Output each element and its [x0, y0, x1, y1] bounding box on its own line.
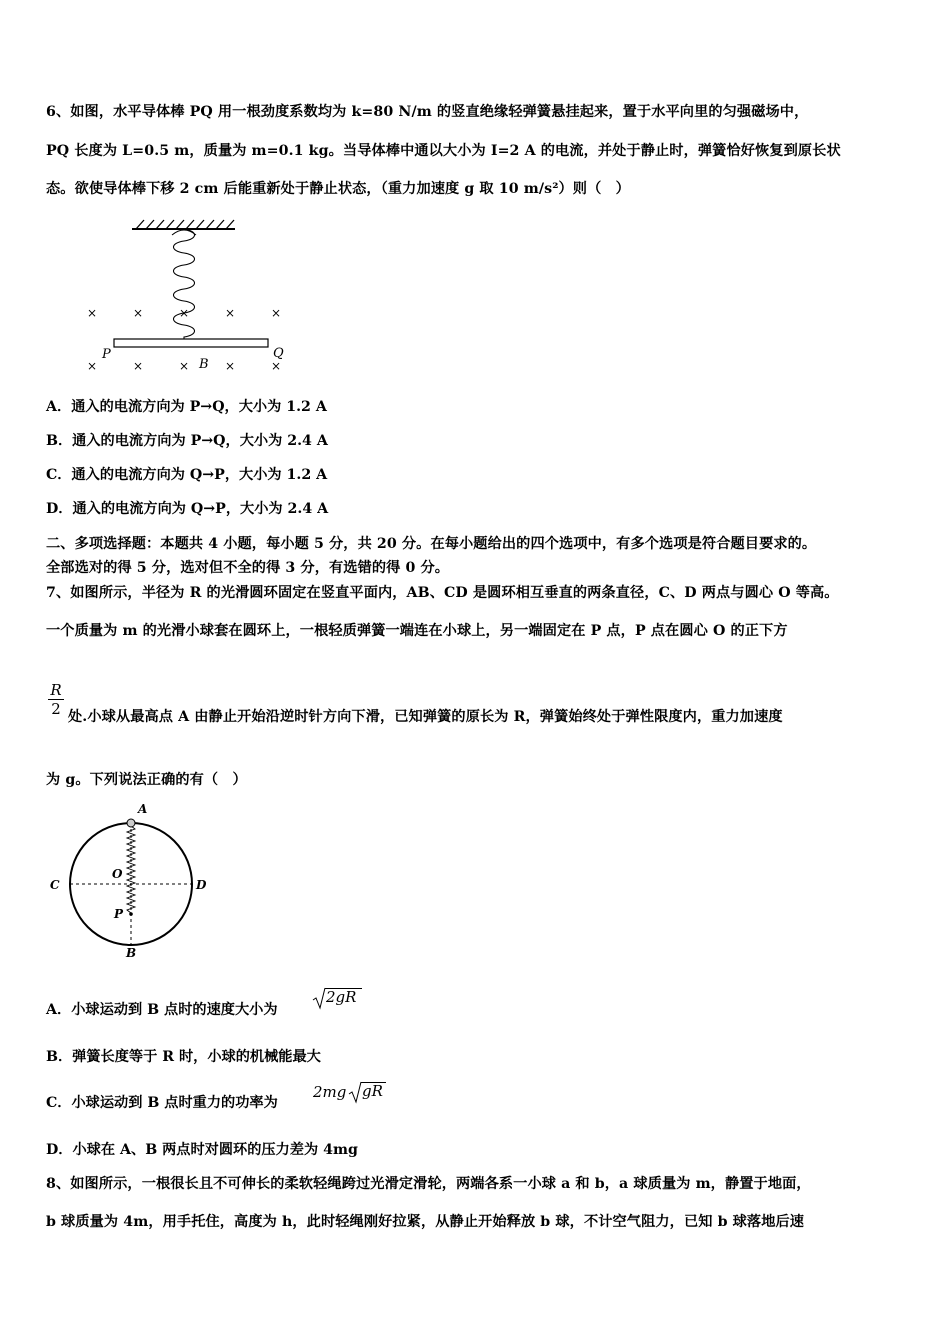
- section2-line-2: 全部选对的得 5 分，选对但不全的得 3 分，有选错的得 0 分。: [46, 560, 450, 576]
- field-cross: ×: [224, 306, 236, 320]
- sqrt-sign: [348, 1080, 362, 1104]
- q6-line-3: 态。欲使导体棒下移 2 cm 后能重新处于静止状态，（重力加速度 g 取 10 m/s²）则（ ）: [46, 181, 630, 197]
- label-A: A: [138, 802, 148, 816]
- field-cross: ×: [132, 359, 144, 373]
- field-cross: ×: [132, 306, 144, 320]
- q8-line-2: b 球质量为 4m，用手托住，高度为 h，此时轻绳刚好拉紧，从静止开始释放 b 球，不计空气阻力，已知 b 球落地后速: [46, 1214, 805, 1230]
- sqrt-gR-content: gR: [362, 1082, 383, 1100]
- spring: [174, 229, 195, 342]
- q7-option-a: A．小球运动到 B 点时的速度大小为: [46, 1002, 278, 1018]
- q8-line-1: 8、如图所示，一根很长且不可伸长的柔软轻绳跨过光滑定滑轮，两端各系一小球 a 和 b，a 球质量为 m，静置于地面，: [46, 1176, 811, 1192]
- q7-option-c: C．小球运动到 B 点时重力的功率为: [46, 1095, 278, 1111]
- conductor-rod: [114, 339, 268, 347]
- field-cross: ×: [178, 306, 190, 320]
- q7-line-3: 处.小球从最高点 A 由静止开始沿逆时针方向下滑，已知弹簧的原长为 R，弹簧始终处于弹性限度内，重力加速度: [68, 709, 783, 725]
- ball: [127, 819, 135, 827]
- q6-spring-rod-figure: [80, 208, 300, 378]
- label-O: O: [112, 867, 123, 881]
- label-P: P: [102, 347, 111, 362]
- field-cross: ×: [270, 306, 282, 320]
- q6-option-b: B．通入的电流方向为 P→Q，大小为 2.4 A: [46, 433, 328, 449]
- label-B: B: [199, 357, 209, 372]
- q6-line-1: 6、如图，水平导体棒 PQ 用一根劲度系数均为 k=80 N/m 的竖直绝缘轻弹簧悬挂起来，置于水平向里的匀强磁场中，: [46, 104, 809, 120]
- q6-line-2: PQ 长度为 L=0.5 m，质量为 m=0.1 kg。当导体棒中通以大小为 I=2 A 的电流，并处于静止时，弹簧恰好恢复到原长状: [46, 143, 841, 159]
- sqrt-sign: [312, 986, 326, 1010]
- ring-spring: [127, 826, 135, 913]
- field-cross: ×: [270, 359, 282, 373]
- label-C: C: [50, 878, 60, 892]
- q7-line-1: 7、如图所示，半径为 R 的光滑圆环固定在竖直平面内，AB、CD 是圆环相互垂直的两条直径，C、D 两点与圆心 O 等高。: [46, 585, 839, 601]
- point-P: [129, 912, 133, 916]
- section2-line-1: 二、多项选择题：本题共 4 小题，每小题 5 分，共 20 分。在每小题给出的四个选项中，有多个选项是符合题目要求的。: [46, 536, 817, 552]
- q6-option-c: C．通入的电流方向为 Q→P，大小为 1.2 A: [46, 467, 328, 483]
- q7-option-b: B．弹簧长度等于 R 时，小球的机械能最大: [46, 1049, 321, 1065]
- q7-line-4: 为 g。下列说法正确的有（ ）: [46, 772, 247, 788]
- label-Q: Q: [273, 346, 284, 361]
- fraction-numerator: R: [50, 681, 62, 699]
- q7-line-2: 一个质量为 m 的光滑小球套在圆环上，一根轻质弹簧一端连在小球上，另一端固定在 P 点，P 点在圆心 O 的正下方: [46, 623, 788, 639]
- q6-option-d: D．通入的电流方向为 Q→P，大小为 2.4 A: [46, 501, 329, 517]
- field-cross: ×: [178, 359, 190, 373]
- fraction-denominator: 2: [51, 700, 61, 718]
- field-cross: ×: [86, 306, 98, 320]
- label-B: B: [126, 946, 137, 960]
- field-cross: ×: [86, 359, 98, 373]
- field-cross: ×: [224, 359, 236, 373]
- label-P: P: [114, 907, 124, 921]
- fraction-r-over-2: [46, 681, 66, 718]
- q7-ring-figure: [44, 800, 224, 965]
- q6-option-a: A．通入的电流方向为 P→Q，大小为 1.2 A: [46, 399, 327, 415]
- label-D: D: [196, 878, 207, 892]
- q7-option-d: D．小球在 A、B 两点时对圆环的压力差为 4mg: [46, 1142, 358, 1158]
- sqrt-2gR-content: 2gR: [326, 988, 357, 1006]
- coef-2mg: 2mg: [313, 1083, 347, 1101]
